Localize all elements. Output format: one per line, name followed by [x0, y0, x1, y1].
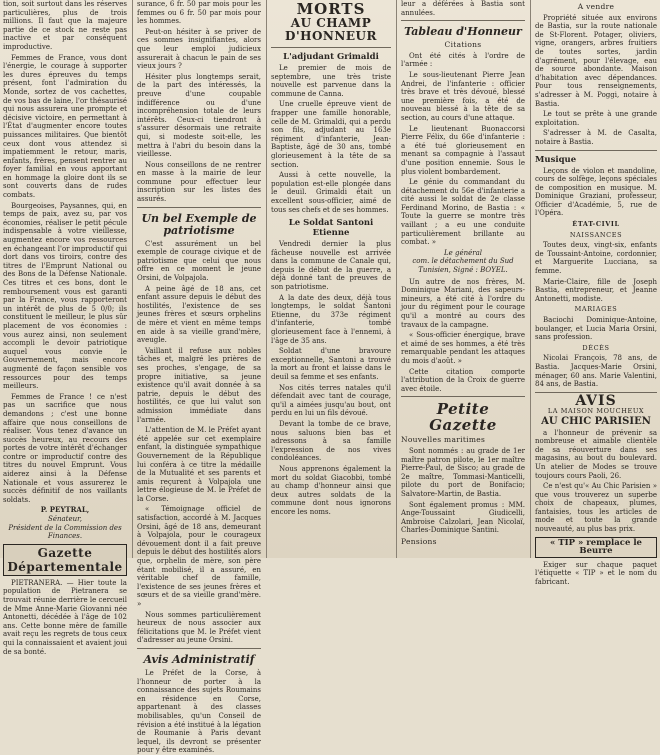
column-4: [398, 0, 528, 558]
classified-text: S'adresser à M. de Casalta, notaire à Bastia.: [535, 129, 657, 146]
column-rule: [530, 0, 531, 558]
signature-detail: com. le détachement du Sud Tunisien, Signé : BOYEL.: [412, 257, 514, 275]
tip-advert-box: « TIP » remplace le Beurre: [535, 537, 657, 558]
section-divider: [137, 207, 261, 208]
classified-text: Marie-Claire, fille de Joseph Bastia, entrepreneur, et Jeanne Antonetti, modiste.: [535, 277, 657, 303]
article-paragraph: Nos cités terres natales qu'il défendait avec tant de courage, qu'il a aimées jusqu'au bout, ont perdu en lui un fils dévoué.: [271, 383, 391, 418]
article-paragraph: Peut-on hésiter à se priver de ces sommes insignifiantes, alors que leur emploi judicieux assurerait à chacun le pain de ses vieux jours ?: [137, 27, 261, 71]
classified-text: Toutes deux, vingt-six, enfants de Toussaint-Antoine, cordonnier, et Marguerite Lucciana, sa femme.: [535, 241, 657, 276]
section-divider: [401, 20, 525, 21]
classified-heading: Musique: [535, 154, 577, 165]
article-heading: Le Soldat Santoni Etienne: [288, 218, 374, 239]
article-paragraph: « Témoignage officiel de satisfaction, accordé à M. Jacques Orsini, âgé de 18 ans, demeurant à Volpajola, pour le courageux dévouement dont il a fait preuve depuis le début des hostilités alors que, orphelin de mère, son père étant mobilisé, il a assuré, en véritable chef de famille, l'existence de ses jeunes frères et sœurs et de sa vieille grand'mère. »: [137, 505, 261, 608]
column-rule: [132, 0, 133, 558]
article-paragraph: Aussi à cette nouvelle, la population est-elle plongée dans le deuil. Grimaldi était un excellent sous-officier, aimé de tous ses chefs et de ses hommes.: [271, 171, 391, 214]
classified-text: Nicolai François, 78 ans, de Bastia. Jacques-Marie Orsini, ménager, 60 ans. Marie Valentini, 84 ans, de Bastia.: [535, 354, 657, 389]
classified-text: Le tout se prête à une grande exploitation.: [535, 110, 657, 127]
chic-parisien-title: AU CHIC PARISIEN: [541, 415, 651, 427]
section-divider: [271, 47, 391, 48]
column-3: [268, 0, 394, 558]
classified-text: a l'honneur de prévenir sa nombreuse et aimable clientèle de sa réouverture dans ses magasins, au bout du boulevard. Un atelier de Modes se trouve toujours cours Paoli, 26.: [535, 428, 657, 480]
article-paragraph: tion, soit surtout dans les réserves particulières, plus de trois millions. Il faut que la majeure partie de ce stock ne reste pas inactive et par conséquent improductive.: [3, 0, 127, 51]
article-paragraph: surance, 6 fr. 50 par mois pour les femmes ou 6 fr. 50 par mois pour les hommes.: [137, 0, 261, 26]
etat-civil-subheading: NAISSANCES: [569, 230, 623, 239]
article-paragraph: L'attention de M. le Préfet ayant été appelée sur cet exemplaire enfant, la distinguée sympathique Gouvernement de la République lui conféra à ce titre la médaille de la Mutualité et ses parents et amis reçurent à Volpajola une lettre élogieuse de M. le Préfet de la Corse.: [137, 426, 261, 503]
article-paragraph: Hésiter plus longtemps serait, de la part des intéressés, la preuve d'une coupable indifférence ou d'une incompréhension totale de leurs intérêts. Ceux-ci tiendront à s'assurer désormais une retraite qui, si modeste soit-elle, les mettra à l'abri du besoin dans la vieillesse.: [137, 72, 261, 159]
article-paragraph: Le Préfet de la Corse, à l'honneur de porter à la connaissance des sujets Roumains en résidence en Corse, appartenant à des classes mobilisables, qu'un Conseil de révision a été institué à la légation de Roumanie à Paris devant lequel, ils devront se présenter pour y être examinés.: [137, 668, 261, 755]
gazette-departementale-banner: Gazette Départementale: [3, 544, 127, 576]
news-brief: PIETRANERA. — Hier toute la population de Pietranera se trouvait réunie derrière le cercueil de Mme Anne-Marie Giovanni née Antonetti, décédée à l'âge de 102 ans. Cette bonne mère de famille avait reçu les regrets de tous ceux qui la connaissaient et avaient joui de sa bonté.: [3, 578, 127, 656]
avis-heading: AVIS: [575, 392, 617, 409]
column-rule: [266, 0, 267, 558]
signature-role: Sénateur,: [48, 515, 82, 524]
article-heading: L'adjudant Grimaldi: [283, 52, 379, 62]
article-paragraph: Le génie du commandant du détachement du 56e d'infanterie a cité aussi le soldat de 2e classe Ferdinand Morino, de Bastia : « Toute la guerre se montre très vaillant ; a eu une conduite particulièrement brillante au combat. »: [401, 178, 525, 247]
column-2: [134, 0, 264, 755]
etat-civil-heading: ÉTAT-CIVIL: [572, 220, 620, 229]
article-paragraph: Le premier de mois de septembre, une très triste nouvelle est parvenue dans la commune de Canna.: [271, 64, 391, 98]
article-paragraph: « Sous-officier énergique, brave et aimé de ses hommes, a été très remarquable pendant les attaques du mois d'août. »: [401, 331, 525, 365]
article-subheading: Citations: [444, 40, 482, 50]
article-paragraph: Vendredi dernier la plus fâcheuse nouvelle est arrivée dans la commune de Canale qui, depuis le début de la guerre, a déjà donné tant de preuves de son patriotisme.: [271, 240, 391, 292]
signature-name: Le général: [443, 248, 483, 257]
article-paragraph: Vaillant il refuse aux nobles tâches et, malgré les prières de ses proches, s'engage, de sa propre initiative, sa jeune existence qu'il avait donnée à sa patrie, depuis le début des hostilités, ce que lui valut son admission immédiate dans l'armée.: [137, 346, 261, 424]
article-heading: Avis Administratif: [143, 652, 255, 666]
article-paragraph: Bourgeoises, Paysannes, qui, en temps de paix, avez su, par vos économies, réaliser le petit pécule indispensable à votre vieillesse, augmentez encore vos ressources en échangeant l'or improductif qui dort dans vos tiroirs, contre des titres de l'Emprunt National ou des Bons de la Défense Nationale. Ces titres et ces bons, dont le remboursement vous est garanti par la France, vous rapporteront un intérêt de plus de 5 0/0; ils constituent le meilleur, le plus sûr placement de vos économies : vous aurez ainsi, non seulement accompli le devoir patriotique auquel vous convie le Gouvernement, mais encore augmenté de façon sensible vos ressources pour des temps meilleurs.: [3, 201, 127, 391]
classified-text: Exiger sur chaque paquet l'étiquette « TIP » et le nom du fabricant.: [535, 560, 657, 587]
article-paragraph: Sont nommés : au grade de 1er maître patron pilote, le 1er maître Pierre-Paul, de Sisco; au grade de 2e maître, Tommasi-Manticelli, pilote du port de Bonifacio; Salvatore-Martin, de Bastia.: [401, 446, 525, 498]
champ-honneur-subtitle: AU CHAMP D'HONNEUR: [285, 16, 377, 43]
morts-title: MORTS: [296, 0, 366, 18]
article-paragraph: Une cruelle épreuve vient de frapper une famille honorable, celle de M. Grimaldi, qui a perdu son fils, adjudant au 163e régiment d'infanterie, Jean-Baptiste, âgé de 30 ans, tombé glorieusement à la tête de sa section.: [271, 100, 391, 169]
article-paragraph: Cette citation comporte l'attribution de la Croix de guerre avec étoile.: [401, 367, 525, 393]
article-paragraph: Ont été cités à l'ordre de l'armée :: [401, 51, 525, 69]
article-paragraph: Nous conseillons de ne rentrer en masse à la mairie de leur commune pour effectuer leur inscription sur les listes des assurés.: [137, 160, 261, 204]
article-heading: Tableau d'Honneur: [404, 25, 522, 39]
section-divider: [535, 150, 657, 151]
article-paragraph: Femmes de France, vous dont l'énergie, le courage à supporter les dures épreuves du temps présent, font l'admiration du Monde, sortez de vos cachettes, de vos bas de laine, l'or thésaurisé qui nous assurera une prompte et décisive victoire, en permettant à l'État d'augmenter encore toutes puissances militaires. Que bientôt ceux dont vous attendez si impatiemment le retour, maris, enfants, frères, pensent rentrer au foyer familial en vous apportant en hommage la gloire dont ils se sont couverts dans de rudes combats.: [3, 53, 127, 200]
article-paragraph: A peine âgé de 18 ans, cet enfant assure depuis le début des hostilités, l'existence de ses jeunes frères et sœurs orphelins de mère et vient en même temps en aide à sa vieille grand'mère, aveugle.: [137, 284, 261, 345]
article-paragraph: leur a déférées à Bastia sont annulées.: [401, 0, 525, 17]
signature-detail: Président de la Commission des Finances.: [8, 523, 122, 541]
article-paragraph: Soldat d'une bravoure exceptionnelle, Santoni a trouvé la mort au front et laisse dans le deuil sa femme et ses enfants.: [271, 347, 391, 381]
column-1: [0, 0, 130, 656]
article-paragraph: Devant la tombe de ce brave, nous saluons bien bas et adressons à sa famille l'expression de nos vives condoléances.: [271, 419, 391, 463]
column-5: [532, 0, 660, 587]
article-paragraph: Un autre de nos frères, M. Dominique Mariani, des sapeurs-mineurs, a été cité à l'ordre du jour du régiment pour le courage qu'il a montré au cours des travaux de la campagne.: [401, 277, 525, 329]
article-paragraph: Le lieutenant Buonaccorsi Pierre Félix, du 66e d'infanterie : a été tué glorieusement en menant sa compagnie à l'assaut d'une position ennemie. Sous le plus violent bombardement.: [401, 124, 525, 176]
classified-text: Leçons de violon et mandoline, cours de solfège, leçons spéciales de composition en musique. M. Dominique Graziani, professeur, Officier d'Académie, 5, rue de l'Opéra.: [535, 166, 657, 218]
classified-text: Propriété située aux environs de Bastia, sur la route nationale de St-Florent. Potager, oliviers, vigne, orangers, arbres fruitiers de toutes sortes, jardin d'agrément, pour l'élevage, eau de source abondante. Maison d'habitation avec dépendances. Pour tous renseignements, s'adresser à M. Poggi, notaire à Bastia.: [535, 13, 657, 108]
article-subheading: Nouvelles maritimes: [401, 435, 486, 445]
article-paragraph: Femmes de France ! ce n'est pas un sacrifice que nous demandons ; c'est une bonne affaire que nous conseillons de réaliser. Vous tenez d'avance un succès heureux, au recours des portes de votre intérêt d'échanger contre or improductif contre des titres du nouvel Emprunt. Vous aiderez ainsi à la Défense Nationale et vous assurerez le succès définitif de nos vaillants soldats.: [3, 392, 127, 504]
classified-text: Ce n'est qu'« Au Chic Parisien » que vous trouverez un superbe choix de chapeaux, plumes, fantaisies, tous les articles de mode et toute la grande nouveauté, au plus bas prix.: [535, 482, 657, 534]
article-paragraph: Nous sommes particulièrement heureux de nous associer aux félicitations que M. le Préfet vient d'adresser au jeune Orsini.: [137, 610, 261, 645]
article-paragraph: Nous apprenons également la mort du soldat Giacobbi, tombé au champ d'honneur ainsi que deux autres soldats de la commune dont nous ignorons encore les noms.: [271, 464, 391, 516]
article-paragraph: Le sous-lieutenant Pierre Jean Andrei, de l'infanterie : officier très brave et très dévoué, blessé une première fois, a été de nouveau blessé à la tête de sa section, au cours d'une attaque.: [401, 70, 525, 122]
petite-gazette-heading: Petite Gazette: [429, 400, 497, 435]
article-paragraph: C'est assurément un bel exemple de courage civique et de patriotisme que celui que nous offre en ce moment le jeune Orsini, de Volpajola.: [137, 239, 261, 283]
section-divider: [137, 648, 261, 649]
avis-subheading: LA MAISON MOUCHEUX: [547, 407, 645, 416]
etat-civil-subheading: MARIAGES: [574, 305, 618, 314]
section-divider: [401, 396, 525, 397]
article-heading: Un bel Exemple de patriotisme: [141, 211, 257, 237]
article-paragraph: Sont également promus : MM. Ange-Toussaint Giudicelli, Ambroise Calzolari, Jean Nicolaï, Charles-Dominique Santini.: [401, 500, 525, 535]
classified-heading: A vendre: [577, 2, 615, 11]
signature-name: P. PEYTRAL,: [40, 505, 90, 515]
article-subheading: Pensions: [401, 536, 437, 546]
classified-text: Baciochi Dominique-Antoine, boulanger, et Lucia Maria Orsini, sans profession.: [535, 316, 657, 342]
etat-civil-subheading: DÉCÈS: [582, 343, 610, 352]
article-paragraph: A la date des deux, déjà tous longtemps, le soldat Santoni Etienne, du 373e régiment d'infanterie, tombé glorieusement face à l'ennemi, à l'âge de 35 ans.: [271, 293, 391, 345]
column-rule: [396, 0, 397, 558]
